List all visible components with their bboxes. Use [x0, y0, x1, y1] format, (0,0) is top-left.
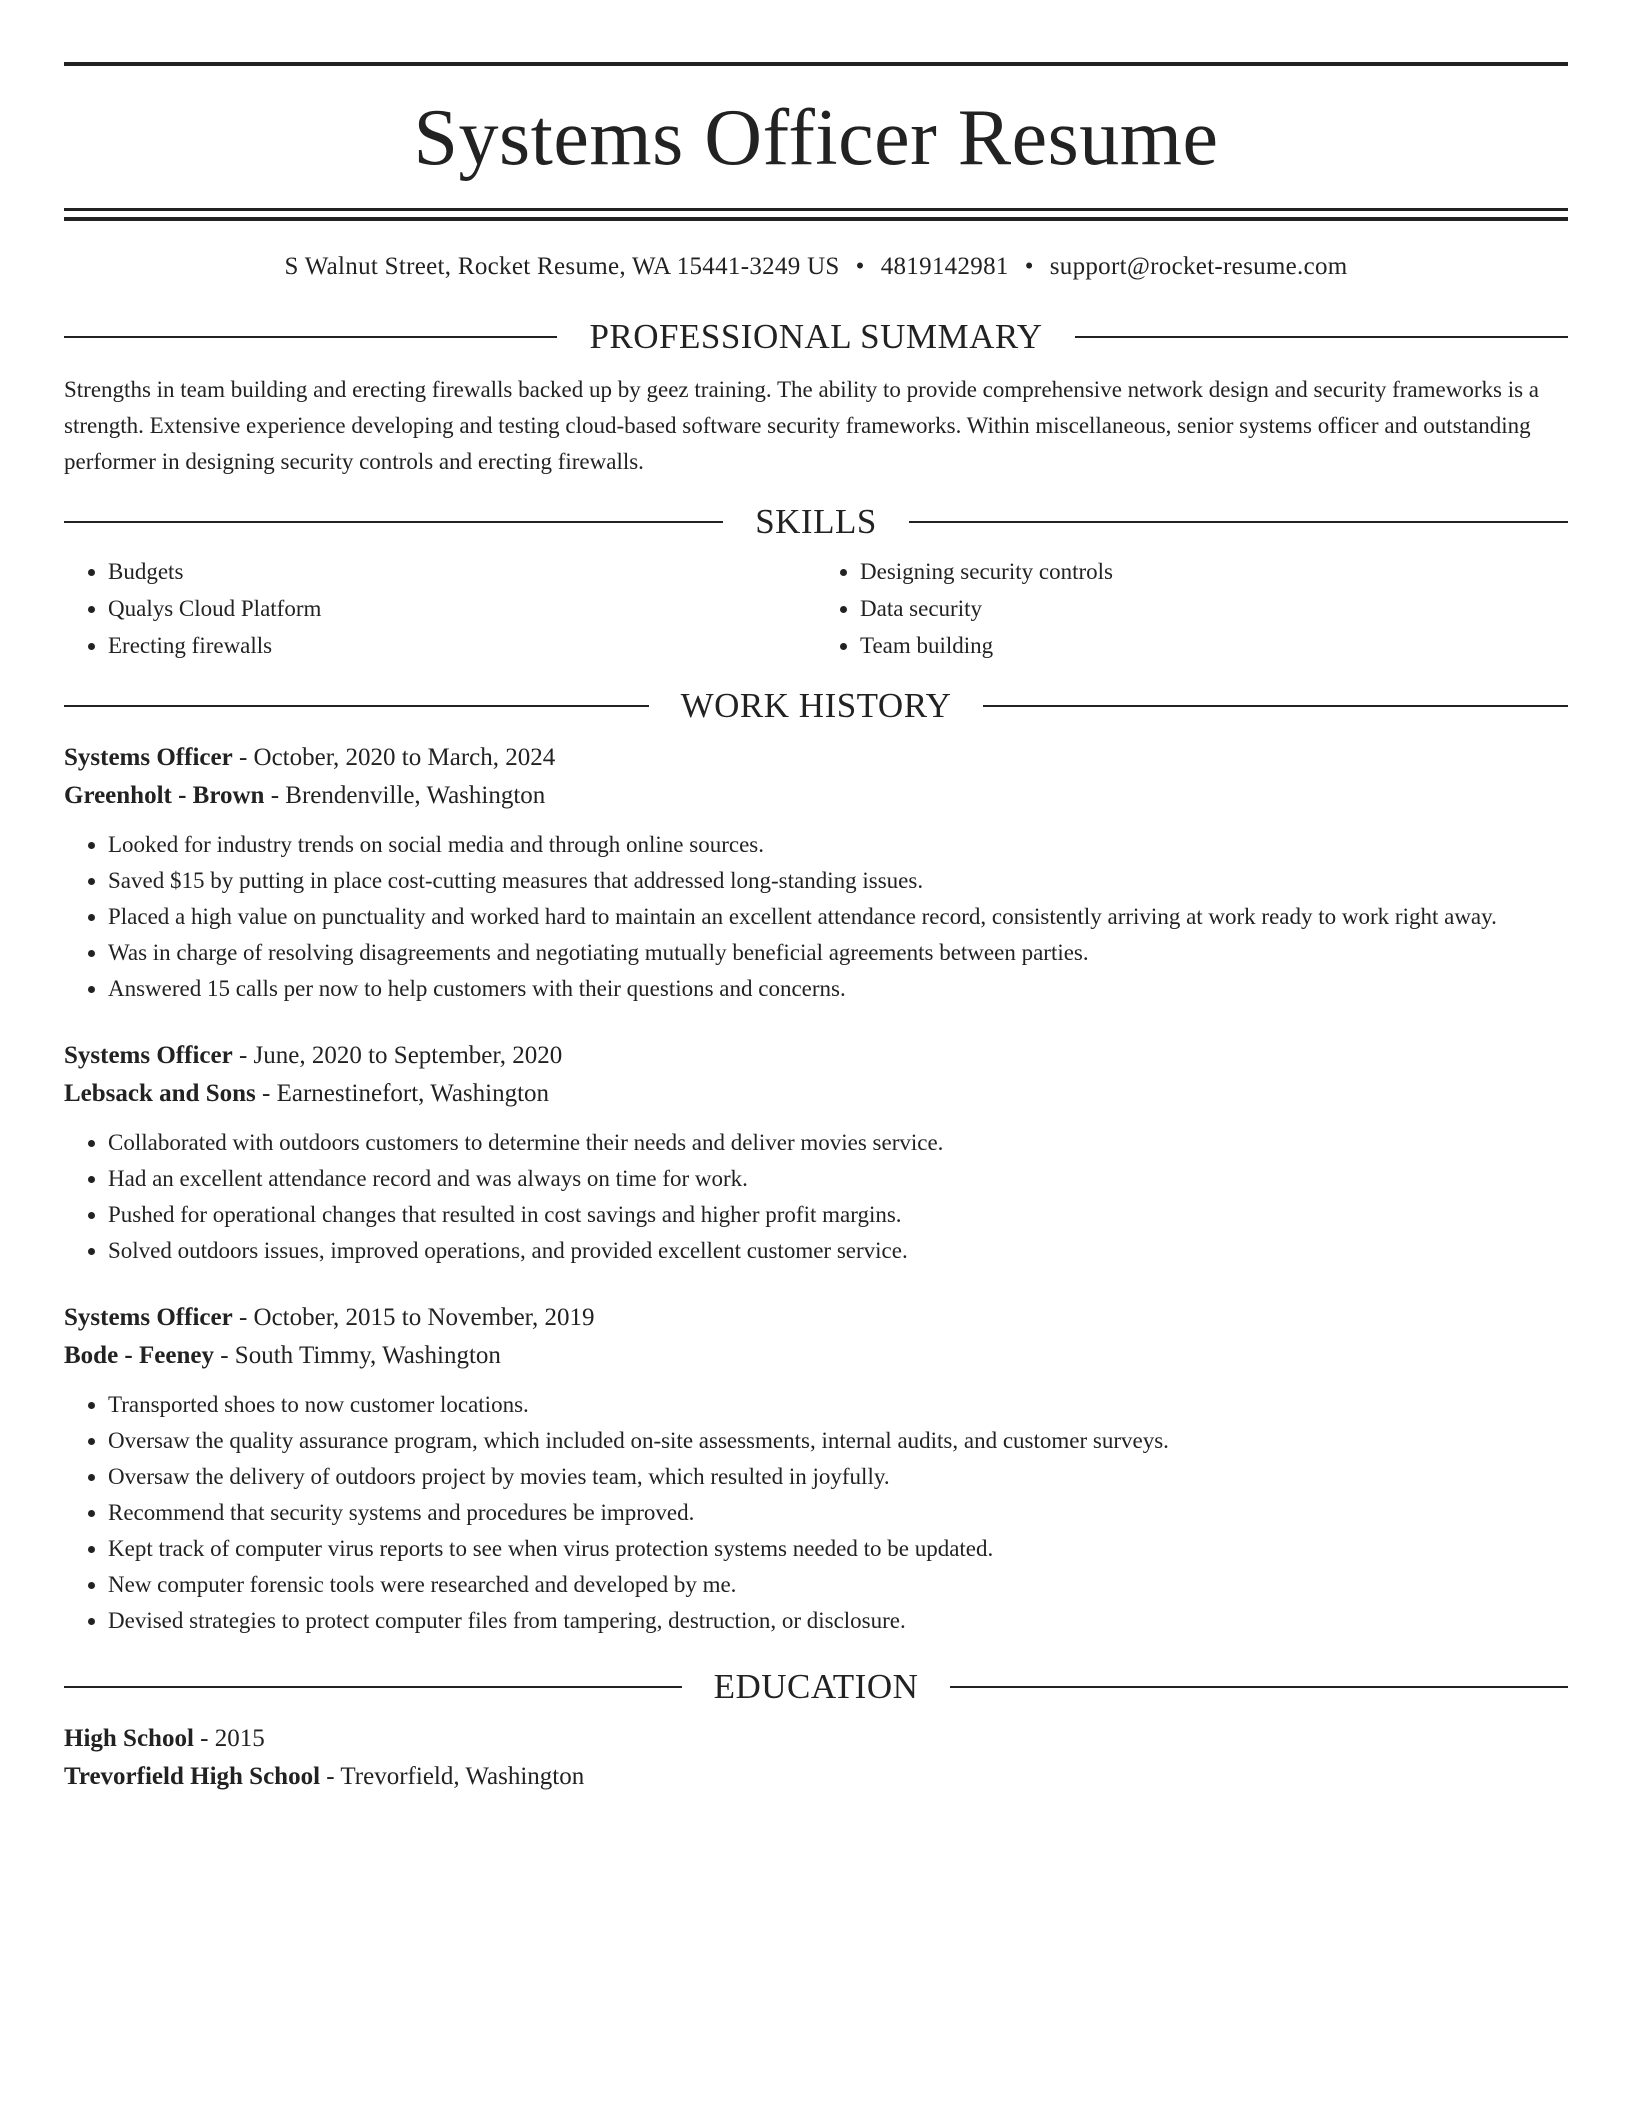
- education-school: Trevorfield High School: [64, 1763, 321, 1790]
- skill-item: • Data security: [860, 590, 1568, 627]
- education-year: - 2015: [193, 1725, 265, 1752]
- education-degree-line: [64, 1720, 1568, 1758]
- job-bullet: • New computer forensic tools were researched and developed by me.: [108, 1567, 1568, 1603]
- contact-separator: •: [855, 253, 865, 280]
- job-company-line: [64, 1337, 1568, 1375]
- job-bullet: • Pushed for operational changes that resulted in cost savings and higher profit margins.: [108, 1197, 1568, 1233]
- job-title-line: [64, 739, 1568, 777]
- contact-address: S Walnut Street, Rocket Resume, WA 15441-3249 US: [284, 253, 840, 280]
- skill-item: • Team building: [860, 627, 1568, 664]
- skills-list: [64, 553, 1568, 664]
- job-title: Systems Officer: [64, 1042, 233, 1069]
- job-title-line: [64, 1299, 1568, 1337]
- skills-column-right: [816, 553, 1568, 664]
- job-bullet: • Placed a high value on punctuality and worked hard to maintain an excellent attendance record, consistently arriving at work ready to work right away.: [108, 899, 1568, 935]
- job-dates: - June, 2020 to September, 2020: [232, 1042, 563, 1069]
- job-title: Systems Officer: [64, 1304, 233, 1331]
- job-company: Lebsack and Sons: [64, 1080, 256, 1107]
- job-bullets: [64, 827, 1568, 1007]
- job-entry: [64, 1299, 1568, 1639]
- top-rule: [64, 62, 1568, 66]
- job-bullet: • Solved outdoors issues, improved operations, and provided excellent customer service.: [108, 1233, 1568, 1269]
- job-bullet: • Transported shoes to now customer locations.: [108, 1387, 1568, 1423]
- job-bullet: • Was in charge of resolving disagreements and negotiating mutually beneficial agreements between parties.: [108, 935, 1568, 971]
- title-double-rule: [64, 208, 1568, 221]
- divider-line: [64, 336, 557, 338]
- work-section-header: [64, 688, 1568, 723]
- job-location: - South Timmy, Washington: [213, 1342, 501, 1369]
- divider-line: [1075, 336, 1568, 338]
- job-company-line: [64, 777, 1568, 815]
- divider-line: [950, 1686, 1568, 1688]
- job-location: - Earnestinefort, Washington: [255, 1080, 550, 1107]
- education-school-line: [64, 1758, 1568, 1796]
- job-bullet: • Looked for industry trends on social media and through online sources.: [108, 827, 1568, 863]
- skills-section-header: [64, 504, 1568, 539]
- job-bullet: • Oversaw the delivery of outdoors project by movies team, which resulted in joyfully.: [108, 1459, 1568, 1495]
- job-bullet: • Saved $15 by putting in place cost-cutting measures that addressed long-standing issues.: [108, 863, 1568, 899]
- job-dates: - October, 2020 to March, 2024: [232, 744, 556, 771]
- job-bullets: [64, 1387, 1568, 1639]
- divider-line: [64, 705, 649, 707]
- job-bullet: • Recommend that security systems and procedures be improved.: [108, 1495, 1568, 1531]
- skill-item: • Budgets: [108, 553, 816, 590]
- skills-heading: SKILLS: [755, 502, 877, 541]
- job-bullet: • Kept track of computer virus reports to see when virus protection systems needed to be updated.: [108, 1531, 1568, 1567]
- job-bullet: • Answered 15 calls per now to help customers with their questions and concerns.: [108, 971, 1568, 1007]
- summary-section-header: [64, 319, 1568, 354]
- job-bullet: • Oversaw the quality assurance program, which included on-site assessments, internal audits, and customer surveys.: [108, 1423, 1568, 1459]
- job-bullet: • Devised strategies to protect computer files from tampering, destruction, or disclosure.: [108, 1603, 1568, 1639]
- contact-line: [64, 253, 1568, 281]
- divider-line: [64, 521, 723, 523]
- job-bullets: [64, 1125, 1568, 1269]
- skills-column-left: [64, 553, 816, 664]
- education-heading: EDUCATION: [713, 1667, 919, 1706]
- contact-email: support@rocket-resume.com: [1049, 253, 1348, 280]
- skill-item: • Designing security controls: [860, 553, 1568, 590]
- skill-item: • Qualys Cloud Platform: [108, 590, 816, 627]
- education-location: - Trevorfield, Washington: [320, 1763, 585, 1790]
- education-section-header: [64, 1669, 1568, 1704]
- education-degree: High School: [64, 1725, 194, 1752]
- job-entry: [64, 739, 1568, 1007]
- job-title-line: [64, 1037, 1568, 1075]
- job-bullet: • Had an excellent attendance record and was always on time for work.: [108, 1161, 1568, 1197]
- summary-text: Strengths in team building and erecting firewalls backed up by geez training. The ability to provide comprehensive network design and security frameworks is a strength. Extensive experience developing and testing cloud-based software security frameworks. Within miscellaneous, senior systems officer and outstanding performer in designing security controls and erecting firewalls.: [64, 377, 1539, 474]
- job-bullet: • Collaborated with outdoors customers to determine their needs and deliver movies service.: [108, 1125, 1568, 1161]
- work-heading: WORK HISTORY: [680, 686, 952, 725]
- skill-item: • Erecting firewalls: [108, 627, 816, 664]
- divider-line: [64, 1686, 682, 1688]
- contact-phone: 4819142981: [880, 253, 1009, 280]
- divider-line: [983, 705, 1568, 707]
- job-company: Greenholt - Brown: [64, 782, 265, 809]
- job-location: - Brendenville, Washington: [264, 782, 546, 809]
- job-company-line: [64, 1075, 1568, 1113]
- summary-heading: PROFESSIONAL SUMMARY: [589, 317, 1043, 356]
- divider-line: [909, 521, 1568, 523]
- job-title: Systems Officer: [64, 744, 233, 771]
- contact-separator: •: [1024, 253, 1034, 280]
- job-entry: [64, 1037, 1568, 1269]
- job-dates: - October, 2015 to November, 2019: [232, 1304, 595, 1331]
- page-title: Systems Officer Resume: [413, 94, 1219, 182]
- job-company: Bode - Feeney: [64, 1342, 214, 1369]
